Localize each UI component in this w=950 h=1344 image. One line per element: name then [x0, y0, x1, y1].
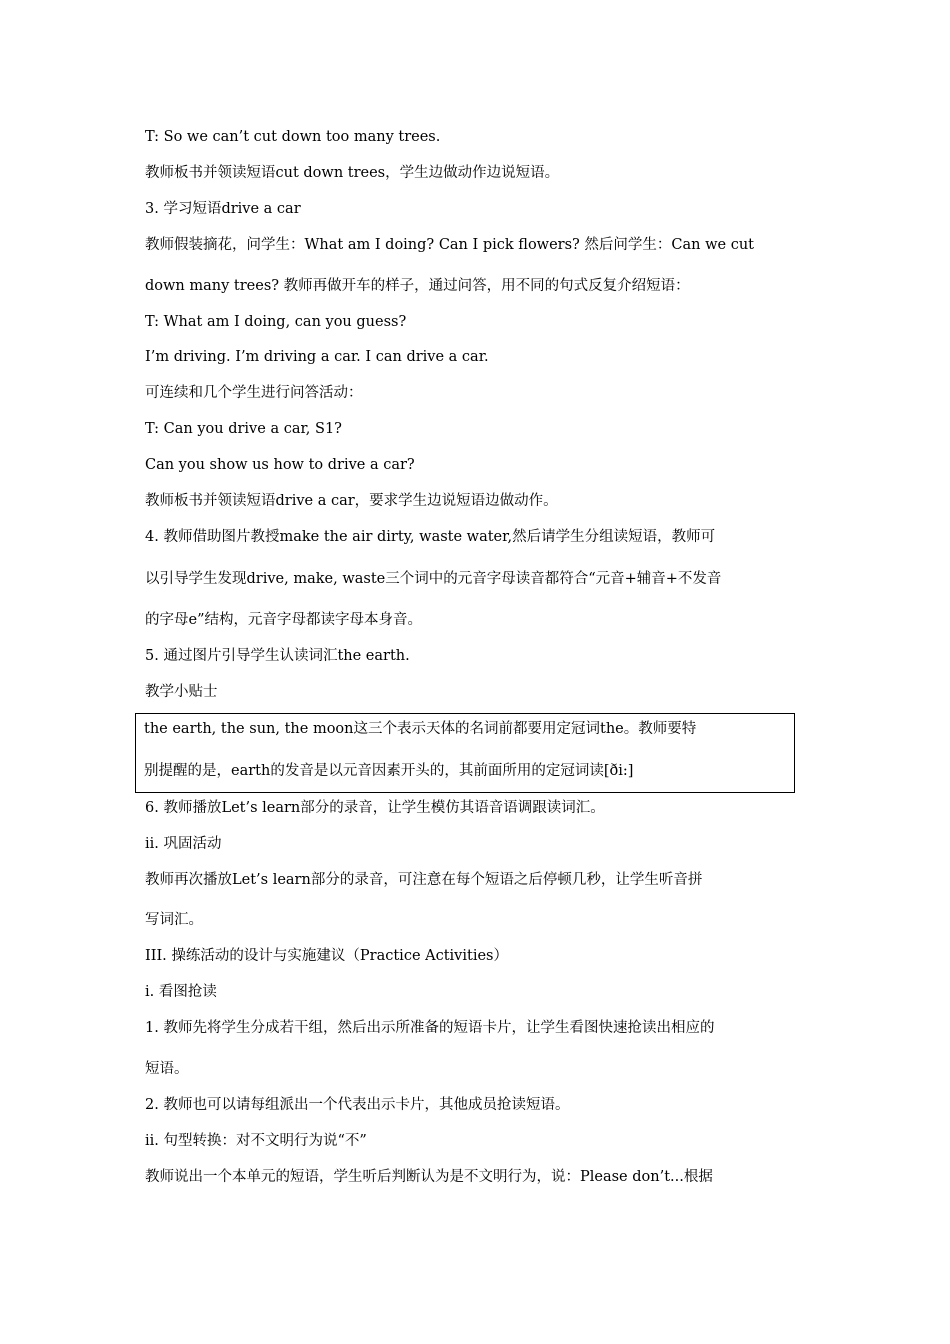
section-heading: 教学小贴士: [145, 684, 218, 700]
text-line: 教师假装摘花，问学生：What am I doing? Can I pick flowers? 然后问学生：Can we cut: [145, 237, 754, 253]
text-line: 以引导学生发现drive, make, waste三个词中的元音字母读音都符合“元音+辅音+不发音: [145, 571, 722, 587]
text-line: 1. 教师先将学生分成若干组，然后出示所准备的短语卡片，让学生看图快速抢读出相应的: [145, 1020, 715, 1036]
text-line: 写词汇。: [145, 912, 203, 928]
text-line: 可连续和几个学生进行问答活动：: [145, 385, 363, 401]
text-line: 3. 学习短语drive a car: [145, 201, 301, 217]
section-heading: III. 操练活动的设计与实施建议（Practice Activities）: [145, 948, 509, 964]
tip-box: [135, 713, 795, 793]
text-line: 5. 通过图片引导学生认读词汇the earth.: [145, 648, 410, 664]
text-line: 6. 教师播放Let’s learn部分的录音，让学生模仿其语音语调跟读词汇。: [145, 800, 605, 816]
text-line: 教师说出一个本单元的短语，学生听后判断认为是不文明行为，说：Please don’t...根据: [145, 1169, 713, 1185]
text-line: 2. 教师也可以请每组派出一个代表出示卡片，其他成员抢读短语。: [145, 1097, 570, 1113]
tip-line: the earth, the sun, the moon这三个表示天体的名词前都要用定冠词the。教师要特: [144, 721, 697, 737]
text-line: 教师板书并领读短语drive a car，要求学生边说短语边做动作。: [145, 493, 558, 509]
text-line: T: What am I doing, can you guess?: [145, 314, 407, 330]
text-line: T: So we can’t cut down too many trees.: [145, 129, 441, 145]
text-line: down many trees? 教师再做开车的样子，通过问答，用不同的句式反复介绍短语：: [145, 278, 690, 294]
text-line: T: Can you drive a car, S1?: [145, 421, 342, 437]
text-line: 短语。: [145, 1061, 189, 1077]
section-heading: ii. 句型转换：对不文明行为说“不”: [145, 1133, 367, 1149]
text-line: 教师板书并领读短语cut down trees，学生边做动作边说短语。: [145, 165, 560, 181]
section-heading: ii. 巩固活动: [145, 836, 222, 852]
text-line: Can you show us how to drive a car?: [145, 457, 415, 473]
text-line: 的字母e”结构，元音字母都读字母本身音。: [145, 612, 422, 628]
section-heading: i. 看图抢读: [145, 984, 217, 1000]
text-line: I’m driving. I’m driving a car. I can drive a car.: [145, 349, 489, 365]
text-line: 教师再次播放Let’s learn部分的录音，可注意在每个短语之后停顿几秒，让学生听音拼: [145, 872, 703, 888]
text-line: 4. 教师借助图片教授make the air dirty, waste water,然后请学生分组读短语，教师可: [145, 529, 716, 545]
tip-line: 别提醒的是，earth的发音是以元音因素开头的，其前面所用的定冠词读[ði:]: [144, 763, 634, 779]
